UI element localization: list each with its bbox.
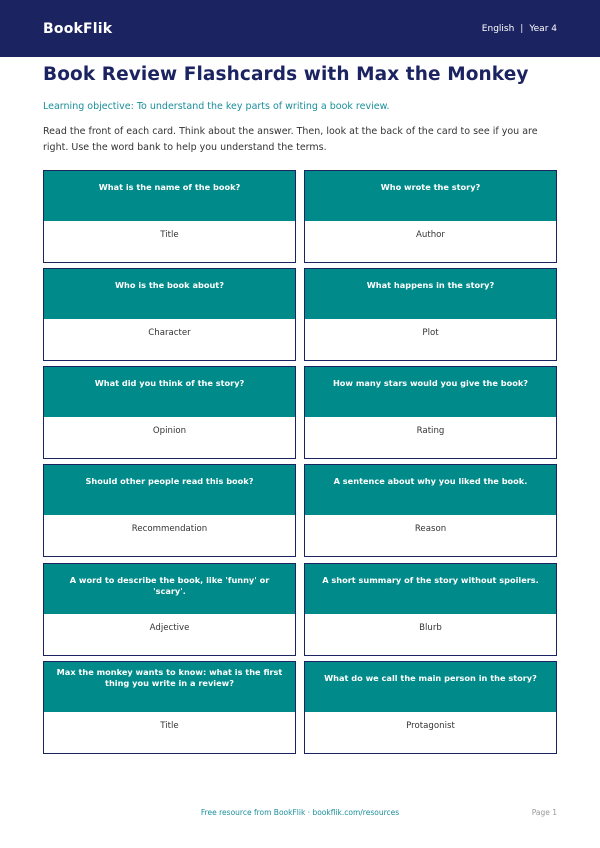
header-meta bbox=[482, 24, 557, 34]
card-answer: Title bbox=[160, 230, 179, 240]
flashcard[interactable] bbox=[304, 170, 557, 263]
header-bar bbox=[0, 0, 600, 57]
footer-credit[interactable]: Free resource from BookFlik · bookflik.com/resources bbox=[200, 808, 400, 817]
card-answer: Protagonist bbox=[406, 721, 455, 731]
meta-separator: | bbox=[520, 23, 524, 34]
flashcard[interactable] bbox=[304, 464, 557, 557]
flashcard[interactable] bbox=[43, 366, 296, 459]
card-question: A sentence about why you liked the book. bbox=[305, 465, 556, 515]
card-answer: Author bbox=[416, 230, 445, 240]
card-question: Should other people read this book? bbox=[44, 465, 295, 515]
page-title: Book Review Flashcards with Max the Monkey bbox=[43, 64, 529, 85]
card-answer: Recommendation bbox=[131, 524, 208, 534]
card-answer: Title bbox=[160, 721, 179, 731]
card-question: How many stars would you give the book? bbox=[305, 367, 556, 417]
year-label: Year 4 bbox=[529, 23, 557, 34]
page-number: Page 1 bbox=[531, 808, 557, 817]
flashcard[interactable] bbox=[43, 464, 296, 557]
flashcard[interactable] bbox=[43, 170, 296, 263]
card-answer: Reason bbox=[414, 524, 447, 534]
flashcard[interactable] bbox=[43, 563, 296, 656]
card-question: Who wrote the story? bbox=[305, 171, 556, 221]
flashcard[interactable] bbox=[43, 661, 296, 754]
card-answer: Blurb bbox=[419, 623, 442, 633]
card-question: A word to describe the book, like 'funny' or 'scary'. bbox=[44, 564, 295, 614]
flashcard[interactable] bbox=[304, 563, 557, 656]
card-question: What happens in the story? bbox=[305, 269, 556, 319]
card-answer: Character bbox=[148, 328, 191, 338]
flashcard[interactable] bbox=[43, 268, 296, 361]
card-answer: Adjective bbox=[149, 623, 190, 633]
card-answer: Plot bbox=[422, 328, 439, 338]
card-question: What did you think of the story? bbox=[44, 367, 295, 417]
learning-objective: Learning objective: To understand the key parts of writing a book review. bbox=[43, 101, 390, 112]
flashcard[interactable] bbox=[304, 268, 557, 361]
instructions: Read the front of each card. Think about the answer. Then, look at the back of the card to see if you are right. Use the word bank to help you understand the terms. bbox=[43, 126, 538, 153]
card-question: Who is the book about? bbox=[44, 269, 295, 319]
card-question: What do we call the main person in the story? bbox=[305, 662, 556, 712]
card-question: What is the name of the book? bbox=[44, 171, 295, 221]
flashcard[interactable] bbox=[304, 661, 557, 754]
card-answer: Opinion bbox=[152, 426, 187, 436]
card-question: A short summary of the story without spoilers. bbox=[305, 564, 556, 614]
flashcard[interactable] bbox=[304, 366, 557, 459]
subject-label: English bbox=[481, 23, 515, 34]
card-answer: Rating bbox=[416, 426, 445, 436]
brand-logo[interactable]: BookFlik bbox=[43, 20, 113, 37]
card-question: Max the monkey wants to know: what is the first thing you write in a review? bbox=[44, 662, 295, 712]
